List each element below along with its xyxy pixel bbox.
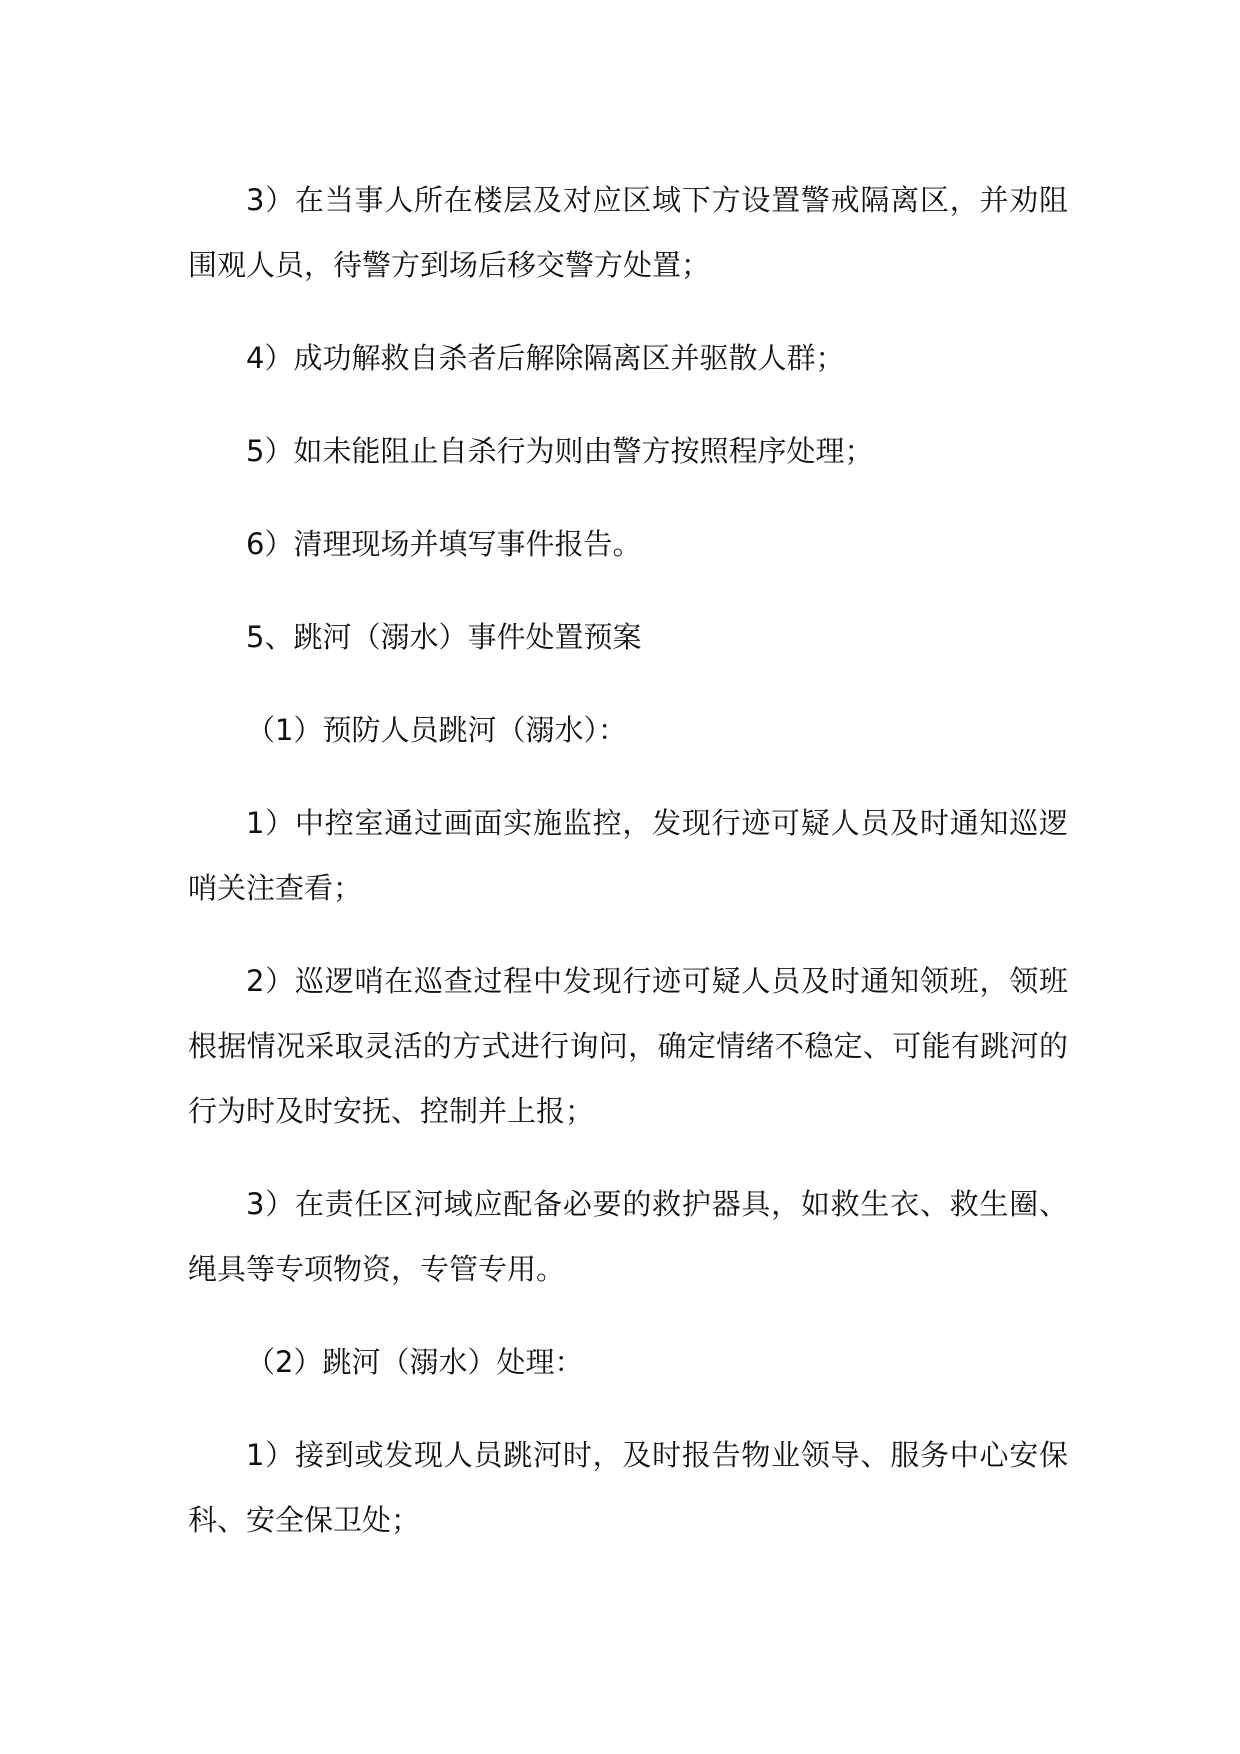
paragraph-11: 1）接到或发现人员跳河时，及时报告物业领导、服务中心安保科、安全保卫处； xyxy=(188,1438,1068,1537)
subsection-heading-2: （2）跳河（溺水）处理： xyxy=(246,1345,584,1379)
subsection-heading-1: （1）预防人员跳河（溺水）： xyxy=(246,713,627,747)
document-body xyxy=(188,168,1068,1581)
paragraph-1: 3）在当事人所在楼层及对应区域下方设置警戒隔离区，并劝阻围观人员，待警方到场后移交警方处置； xyxy=(188,183,1068,282)
paragraph-7: 1）中控室通过画面实施监控，发现行迹可疑人员及时通知巡逻哨关注查看； xyxy=(188,806,1068,905)
paragraph-2: 4）成功解救自杀者后解除隔离区并驱散人群； xyxy=(246,341,845,375)
paragraph-3: 5）如未能阻止自杀行为则由警方按照程序处理； xyxy=(246,434,874,468)
paragraph-4: 6）清理现场并填写事件报告。 xyxy=(246,527,642,561)
paragraph-8: 2）巡逻哨在巡查过程中发现行迹可疑人员及时通知领班，领班根据情况采取灵活的方式进行询问，确定情绪不稳定、可能有跳河的行为时及时安抚、控制并上报； xyxy=(188,964,1068,1128)
paragraph-9: 3）在责任区河域应配备必要的救护器具，如救生衣、救生圈、绳具等专项物资，专管专用。 xyxy=(188,1187,1068,1286)
section-heading: 5、跳河（溺水）事件处置预案 xyxy=(246,620,642,654)
